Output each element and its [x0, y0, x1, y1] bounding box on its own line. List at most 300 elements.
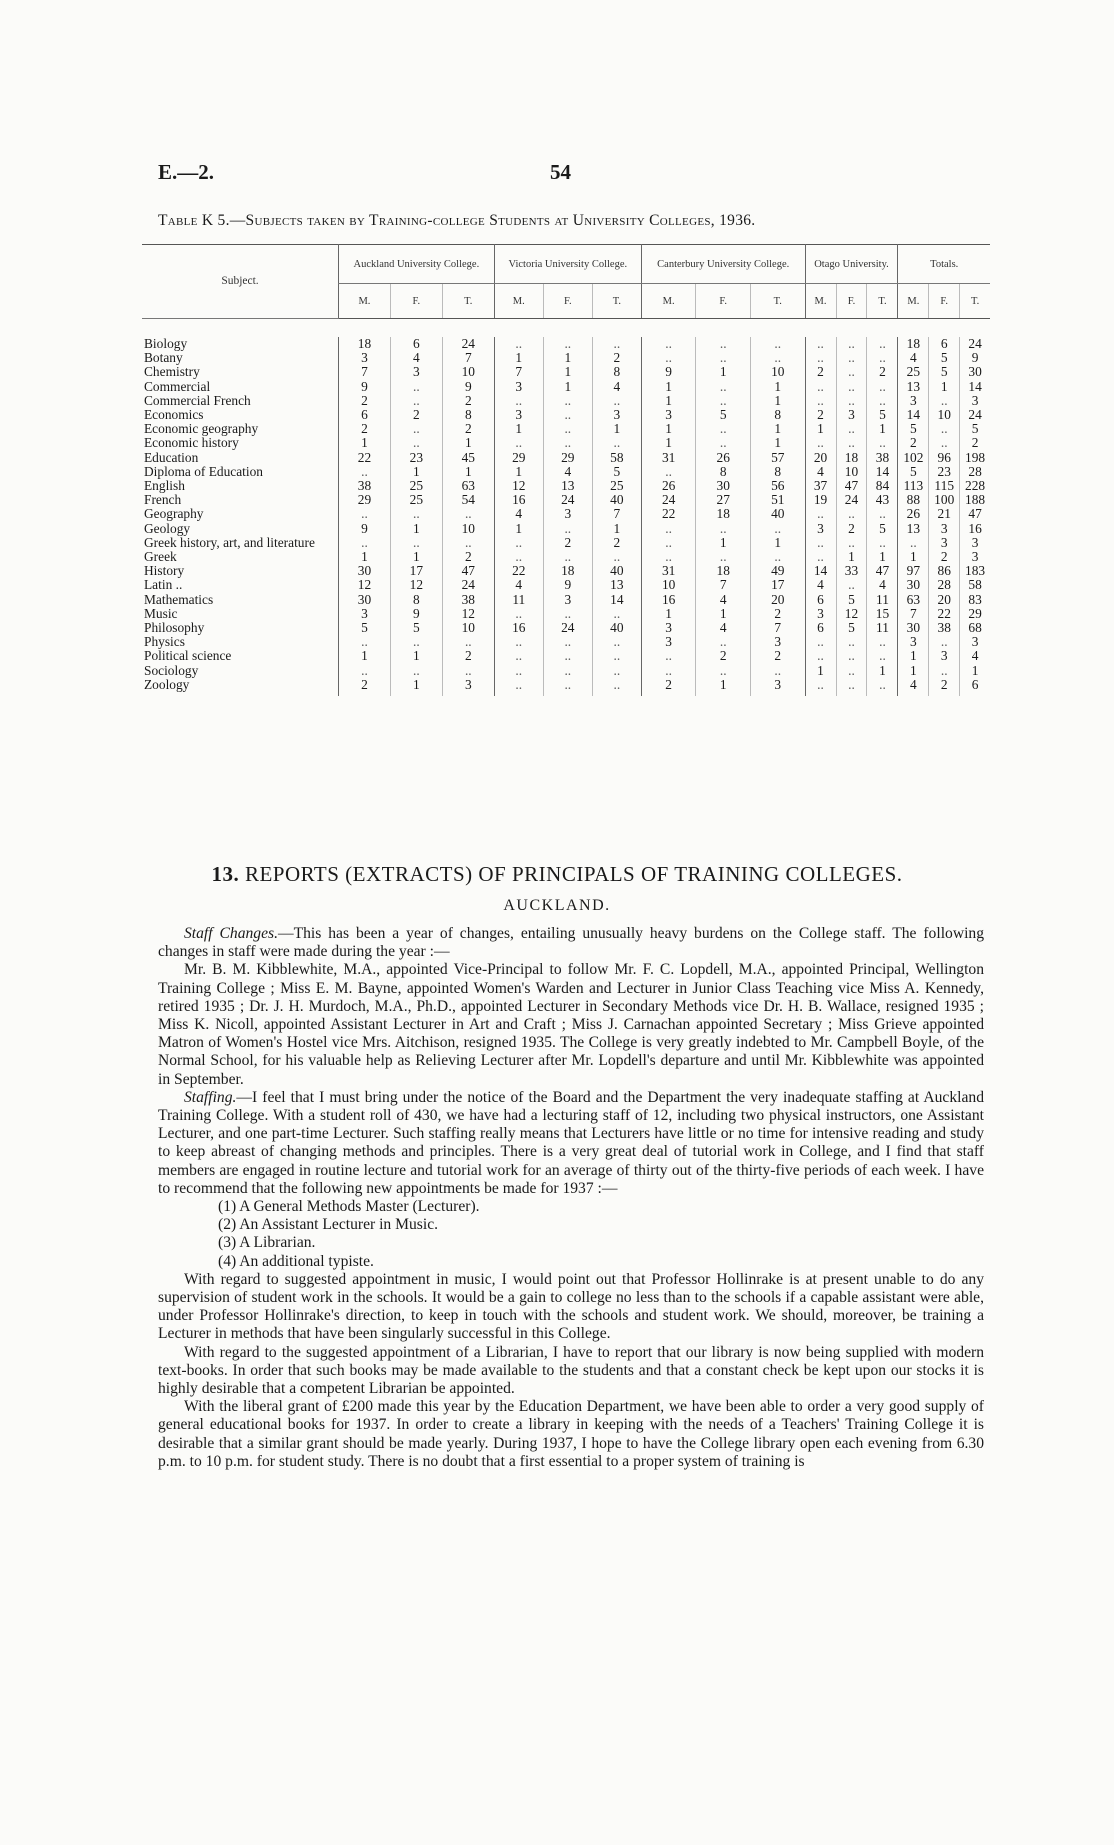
value-cell: 188	[960, 493, 990, 507]
value-cell: 51	[750, 493, 805, 507]
value-cell: 57	[750, 451, 805, 465]
subject-cell: Greek	[144, 549, 177, 565]
value-cell: 18	[836, 451, 867, 465]
value-cell: 7	[750, 621, 805, 635]
value-cell: 183	[960, 564, 990, 578]
value-cell: ..	[641, 550, 696, 564]
value-cell: 1	[696, 607, 751, 621]
value-cell: 29	[494, 451, 543, 465]
value-cell: 10	[750, 365, 805, 379]
value-cell: ..	[696, 436, 751, 450]
value-cell: 2	[339, 678, 391, 696]
subject-column-header: Subject.	[142, 245, 339, 319]
table-row	[142, 550, 990, 564]
subject-cell: Biology	[144, 336, 188, 351]
value-cell: 6	[805, 593, 836, 607]
value-cell: 47	[442, 564, 494, 578]
value-cell: 88	[898, 493, 929, 507]
value-cell: ..	[867, 337, 898, 351]
page-number: 54	[550, 160, 571, 184]
value-cell: ..	[390, 394, 442, 408]
value-cell: 18	[339, 337, 391, 351]
value-cell: ..	[696, 550, 751, 564]
group-header-totals: Totals.	[898, 245, 990, 284]
value-cell: 9	[641, 365, 696, 379]
value-cell: 10	[641, 578, 696, 592]
value-cell: 2	[339, 394, 391, 408]
value-cell: 4	[805, 465, 836, 479]
value-cell: 14	[867, 465, 898, 479]
value-cell: ..	[543, 664, 592, 678]
value-cell: ..	[805, 351, 836, 365]
value-cell: 30	[898, 621, 929, 635]
value-cell: 1	[867, 664, 898, 678]
value-cell: 22	[494, 564, 543, 578]
section-heading: REPORTS (EXTRACTS) OF PRINCIPALS OF TRAINING COLLEGES.	[244, 862, 903, 886]
value-cell: ..	[836, 635, 867, 649]
column-header: T.	[442, 284, 494, 319]
subject-cell: Education	[144, 449, 199, 465]
subject-cell: Political science	[144, 648, 232, 664]
table-title: Table K 5.—Subjects taken by Training-college Students at University Colleges, 1936.	[158, 212, 756, 229]
value-cell: ..	[494, 678, 543, 696]
group-header-canterbury: Canterbury University College.	[641, 245, 805, 284]
subject-cell: Chemistry	[144, 364, 200, 380]
value-cell: 6	[805, 621, 836, 635]
value-cell: ..	[805, 436, 836, 450]
value-cell: ..	[494, 664, 543, 678]
appointments-list	[158, 1198, 984, 1271]
value-cell: 2	[696, 649, 751, 663]
value-cell: 10	[442, 365, 494, 379]
value-cell: 3	[339, 607, 391, 621]
value-cell: ..	[442, 635, 494, 649]
value-cell: ..	[836, 422, 867, 436]
value-cell: 3	[641, 635, 696, 649]
value-cell: 198	[960, 451, 990, 465]
value-cell: 21	[929, 507, 960, 521]
subjects-table	[142, 244, 990, 696]
value-cell: 19	[805, 493, 836, 507]
column-header: F.	[929, 284, 960, 319]
value-cell: ..	[867, 351, 898, 365]
value-cell: 14	[898, 408, 929, 422]
value-cell: 1	[641, 436, 696, 450]
value-cell: 1	[696, 678, 751, 696]
value-cell: 1	[339, 550, 391, 564]
subject-cell: Economics	[144, 407, 204, 423]
value-cell: 1	[836, 550, 867, 564]
value-cell: 26	[641, 479, 696, 493]
value-cell: 1	[696, 365, 751, 379]
value-cell: ..	[867, 436, 898, 450]
value-cell: ..	[805, 678, 836, 696]
value-cell: 1	[929, 380, 960, 394]
value-cell: 5	[867, 522, 898, 536]
value-cell: 3	[494, 380, 543, 394]
value-cell: ..	[592, 664, 641, 678]
list-item: (1) A General Methods Master (Lecturer).	[218, 1198, 480, 1216]
table-row	[142, 380, 990, 394]
value-cell: ..	[543, 607, 592, 621]
column-header: M.	[898, 284, 929, 319]
value-cell: 4	[696, 593, 751, 607]
value-cell: ..	[543, 422, 592, 436]
column-header: M.	[339, 284, 391, 319]
column-header: F.	[696, 284, 751, 319]
value-cell: ..	[836, 436, 867, 450]
value-cell: 2	[805, 408, 836, 422]
value-cell: 2	[339, 422, 391, 436]
paragraph-librarian: With regard to the suggested appointment of a Librarian, I have to report that our library is now being supplied with modern text-books. In order that such books may be made available to the students and that a constant check be kept upon our stocks it is highly desirable that a competent Librarian be appointed.	[158, 1343, 984, 1398]
value-cell: ..	[898, 536, 929, 550]
value-cell: ..	[641, 536, 696, 550]
value-cell: 17	[750, 578, 805, 592]
value-cell: 14	[960, 380, 990, 394]
column-header: T.	[867, 284, 898, 319]
staffing-text: —I feel that I must bring under the notice of the Board and the Department the very inadequate staffing at Auckland Training College. With a student roll of 430, we have had a lecturing staff of 12, including two physical instructors, one Assistant Lecturer, and one part-time Lecturer. Such staffing really means that Lecturers have little or no time for intensive reading and study to keep abreast of changing methods and principles. There is a very great deal of tutorial work in College, and I find that staff members are engaged in routine lecture and tutorial work for an average of thirty out of the thirty-five periods of each week. I have to recommend that the following new appointments be made for 1937 :—	[158, 1088, 984, 1197]
value-cell: 22	[641, 507, 696, 521]
table-row	[142, 465, 990, 479]
value-cell: ..	[836, 351, 867, 365]
value-cell: 9	[390, 607, 442, 621]
value-cell: 5	[836, 621, 867, 635]
value-cell: ..	[641, 522, 696, 536]
value-cell: ..	[641, 351, 696, 365]
value-cell: 4	[390, 351, 442, 365]
value-cell: 40	[592, 493, 641, 507]
value-cell: 63	[898, 593, 929, 607]
value-cell: 3	[805, 607, 836, 621]
value-cell: ..	[805, 380, 836, 394]
value-cell: 1	[641, 607, 696, 621]
value-cell: 2	[929, 678, 960, 696]
value-cell: 40	[750, 507, 805, 521]
subject-cell: Philosophy	[144, 620, 205, 636]
value-cell: ..	[339, 664, 391, 678]
value-cell: 63	[442, 479, 494, 493]
value-cell: 84	[867, 479, 898, 493]
value-cell: 31	[641, 564, 696, 578]
column-header: F.	[543, 284, 592, 319]
value-cell: ..	[339, 465, 391, 479]
value-cell: 2	[390, 408, 442, 422]
value-cell: ..	[339, 536, 391, 550]
staff-changes-text: —This has been a year of changes, entailing unusually heavy burdens on the College staff. The following changes in staff were made during the year :—	[158, 925, 985, 961]
value-cell: ..	[836, 649, 867, 663]
value-cell: 43	[867, 493, 898, 507]
value-cell: 5	[339, 621, 391, 635]
value-cell: 7	[339, 365, 391, 379]
value-cell: 22	[339, 451, 391, 465]
group-header-auckland: Auckland University College.	[339, 245, 495, 284]
value-cell: ..	[494, 607, 543, 621]
value-cell: 2	[442, 394, 494, 408]
value-cell: 13	[592, 578, 641, 592]
value-cell: ..	[390, 664, 442, 678]
table-row	[142, 422, 990, 436]
value-cell: 1	[390, 465, 442, 479]
value-cell: 68	[960, 621, 990, 635]
value-cell: 9	[960, 351, 990, 365]
table-row	[142, 621, 990, 635]
value-cell: 7	[696, 578, 751, 592]
value-cell: ..	[543, 649, 592, 663]
value-cell: 1	[592, 522, 641, 536]
value-cell: 1	[960, 664, 990, 678]
value-cell: ..	[836, 365, 867, 379]
value-cell: ..	[592, 550, 641, 564]
value-cell: ..	[494, 550, 543, 564]
value-cell: ..	[867, 635, 898, 649]
value-cell: 3	[960, 394, 990, 408]
value-cell: 20	[750, 593, 805, 607]
value-cell: 5	[898, 422, 929, 436]
subject-cell: French	[144, 492, 182, 508]
value-cell: ..	[339, 635, 391, 649]
value-cell: 5	[836, 593, 867, 607]
value-cell: 25	[390, 493, 442, 507]
value-cell: ..	[543, 337, 592, 351]
value-cell: 5	[929, 351, 960, 365]
value-cell: 1	[898, 550, 929, 564]
table-row	[142, 593, 990, 607]
table-row	[142, 536, 990, 550]
value-cell: 24	[543, 493, 592, 507]
value-cell: 2	[960, 436, 990, 450]
value-cell: 14	[805, 564, 836, 578]
value-cell: 1	[494, 522, 543, 536]
table-row	[142, 578, 990, 592]
table-row	[142, 635, 990, 649]
subject-cell: Mathematics	[144, 591, 214, 607]
column-header: T.	[592, 284, 641, 319]
value-cell: ..	[836, 380, 867, 394]
document-code: E.—2.	[158, 160, 215, 184]
value-cell: ..	[543, 436, 592, 450]
group-header-victoria: Victoria University College.	[494, 245, 641, 284]
value-cell: 228	[960, 479, 990, 493]
subject-cell: Economic history	[144, 435, 239, 451]
value-cell: 28	[929, 578, 960, 592]
value-cell: 47	[867, 564, 898, 578]
value-cell: 4	[898, 351, 929, 365]
value-cell: 3	[641, 408, 696, 422]
table-row	[142, 337, 990, 351]
value-cell: ..	[641, 664, 696, 678]
value-cell: ..	[867, 536, 898, 550]
value-cell: 25	[898, 365, 929, 379]
value-cell: 1	[750, 422, 805, 436]
value-cell: 1	[390, 678, 442, 696]
value-cell: ..	[836, 507, 867, 521]
value-cell: 3	[641, 621, 696, 635]
column-header: M.	[805, 284, 836, 319]
value-cell: 18	[543, 564, 592, 578]
value-cell: 16	[960, 522, 990, 536]
value-cell: 24	[641, 493, 696, 507]
value-cell: 1	[543, 380, 592, 394]
lead-staff-changes: Staff Changes.	[184, 925, 278, 942]
value-cell: 4	[867, 578, 898, 592]
table-row	[142, 522, 990, 536]
value-cell: 4	[696, 621, 751, 635]
value-cell: 1	[442, 436, 494, 450]
value-cell: ..	[867, 678, 898, 696]
value-cell: 28	[960, 465, 990, 479]
list-item: (2) An Assistant Lecturer in Music.	[218, 1216, 439, 1234]
value-cell: 1	[641, 394, 696, 408]
value-cell: 3	[543, 593, 592, 607]
value-cell: 10	[442, 621, 494, 635]
value-cell: ..	[696, 380, 751, 394]
value-cell: 30	[898, 578, 929, 592]
value-cell: 25	[592, 479, 641, 493]
value-cell: ..	[836, 578, 867, 592]
value-cell: 38	[867, 451, 898, 465]
value-cell: 29	[339, 493, 391, 507]
value-cell: ..	[696, 664, 751, 678]
subject-cell: Geography	[144, 506, 204, 522]
value-cell: 3	[929, 649, 960, 663]
value-cell: 1	[750, 436, 805, 450]
value-cell: 49	[750, 564, 805, 578]
value-cell: 6	[960, 678, 990, 696]
value-cell: ..	[836, 394, 867, 408]
value-cell: 4	[592, 380, 641, 394]
value-cell: 30	[696, 479, 751, 493]
value-cell: ..	[805, 536, 836, 550]
paragraph-staff-details: Mr. B. M. Kibblewhite, M.A., appointed Vice-Principal to follow Mr. F. C. Lopdell, M.A., appointed Principal, Wellington Training College ; Miss E. M. Bayne, appointed Women's Warden and Lecturer in Junior Class Teaching vice Miss A. Kennedy, retired 1935 ; Dr. J. H. Murdoch, M.A., Ph.D., appointed Lecturer in Secondary Methods vice Dr. H. B. Wallace, resigned 1935 ; Miss K. Nicoll, appointed Assistant Lecturer in Art and Craft ; Miss J. Carnachan appointed Secretary ; Miss Grieve appointed Matron of Women's Hostel vice Mrs. Aitchison, resigned 1935. The College is very greatly indebted to Mr. Campbell Boyle, of the Normal School, for his valuable help as Relieving Lecturer after Mr. Lopdell's departure and until Mr. Kibblewhite was appointed in September.	[158, 961, 984, 1088]
value-cell: 3	[960, 550, 990, 564]
value-cell: 1	[442, 465, 494, 479]
subject-cell: Commercial	[144, 378, 211, 394]
value-cell: 16	[494, 621, 543, 635]
value-cell: 86	[929, 564, 960, 578]
value-cell: 7	[442, 351, 494, 365]
value-cell: 2	[442, 649, 494, 663]
value-cell: 40	[592, 621, 641, 635]
value-cell: 1	[390, 649, 442, 663]
subject-cell: History	[144, 563, 185, 579]
value-cell: 38	[339, 479, 391, 493]
value-cell: 26	[696, 451, 751, 465]
value-cell: ..	[867, 380, 898, 394]
subject-cell: Diploma of Education	[144, 463, 263, 479]
value-cell: 1	[592, 422, 641, 436]
subject-cell: Botany	[144, 350, 183, 366]
value-cell: 113	[898, 479, 929, 493]
value-cell: ..	[836, 337, 867, 351]
value-cell: ..	[442, 507, 494, 521]
value-cell: ..	[805, 394, 836, 408]
value-cell: 1	[339, 649, 391, 663]
value-cell: 26	[898, 507, 929, 521]
value-cell: 18	[696, 507, 751, 521]
value-cell: ..	[494, 536, 543, 550]
value-cell: 7	[592, 507, 641, 521]
value-cell: 25	[390, 479, 442, 493]
subject-cell: Greek history, art, and literature	[144, 534, 315, 550]
value-cell: 17	[390, 564, 442, 578]
value-cell: 5	[390, 621, 442, 635]
value-cell: ..	[805, 337, 836, 351]
value-cell: 4	[494, 578, 543, 592]
subject-cell: Sociology	[144, 662, 199, 678]
section-title	[0, 862, 1114, 887]
value-cell: 24	[442, 337, 494, 351]
value-cell: 3	[960, 635, 990, 649]
value-cell: 1	[390, 522, 442, 536]
value-cell: 1	[543, 365, 592, 379]
value-cell: ..	[543, 550, 592, 564]
value-cell: ..	[592, 678, 641, 696]
subject-cell: Zoology	[144, 676, 190, 692]
subject-cell: Geology	[144, 520, 191, 536]
value-cell: 37	[805, 479, 836, 493]
report-body	[158, 925, 984, 1471]
value-cell: 58	[592, 451, 641, 465]
value-cell: 9	[339, 522, 391, 536]
value-cell: 8	[442, 408, 494, 422]
value-cell: 2	[543, 536, 592, 550]
value-cell: ..	[641, 649, 696, 663]
value-cell: 6	[339, 408, 391, 422]
value-cell: 10	[836, 465, 867, 479]
value-cell: ..	[390, 436, 442, 450]
value-cell: 7	[898, 607, 929, 621]
value-cell: 1	[494, 351, 543, 365]
table-spacer	[142, 319, 990, 338]
value-cell: 2	[805, 365, 836, 379]
value-cell: 22	[929, 607, 960, 621]
value-cell: ..	[696, 351, 751, 365]
value-cell: 3	[929, 536, 960, 550]
value-cell: 24	[543, 621, 592, 635]
value-cell: 15	[867, 607, 898, 621]
value-cell: 115	[929, 479, 960, 493]
value-cell: 12	[836, 607, 867, 621]
value-cell: 10	[929, 408, 960, 422]
paragraph-staff-changes	[158, 925, 984, 961]
value-cell: 4	[960, 649, 990, 663]
value-cell: 1	[494, 465, 543, 479]
value-cell: 24	[960, 337, 990, 351]
value-cell: 3	[750, 678, 805, 696]
value-cell: 5	[960, 422, 990, 436]
table-row	[142, 408, 990, 422]
value-cell: ..	[543, 635, 592, 649]
value-cell: ..	[867, 649, 898, 663]
value-cell: 1	[898, 664, 929, 678]
value-cell: ..	[390, 380, 442, 394]
value-cell: ..	[543, 522, 592, 536]
value-cell: 12	[339, 578, 391, 592]
value-cell: ..	[750, 664, 805, 678]
column-header: F.	[390, 284, 442, 319]
subject-cell: Commercial French	[144, 392, 251, 408]
value-cell: 18	[898, 337, 929, 351]
value-cell: 33	[836, 564, 867, 578]
value-cell: 97	[898, 564, 929, 578]
value-cell: 7	[494, 365, 543, 379]
value-cell: 2	[898, 436, 929, 450]
value-cell: 31	[641, 451, 696, 465]
table-row	[142, 564, 990, 578]
value-cell: 1	[805, 664, 836, 678]
value-cell: ..	[836, 678, 867, 696]
value-cell: ..	[805, 649, 836, 663]
